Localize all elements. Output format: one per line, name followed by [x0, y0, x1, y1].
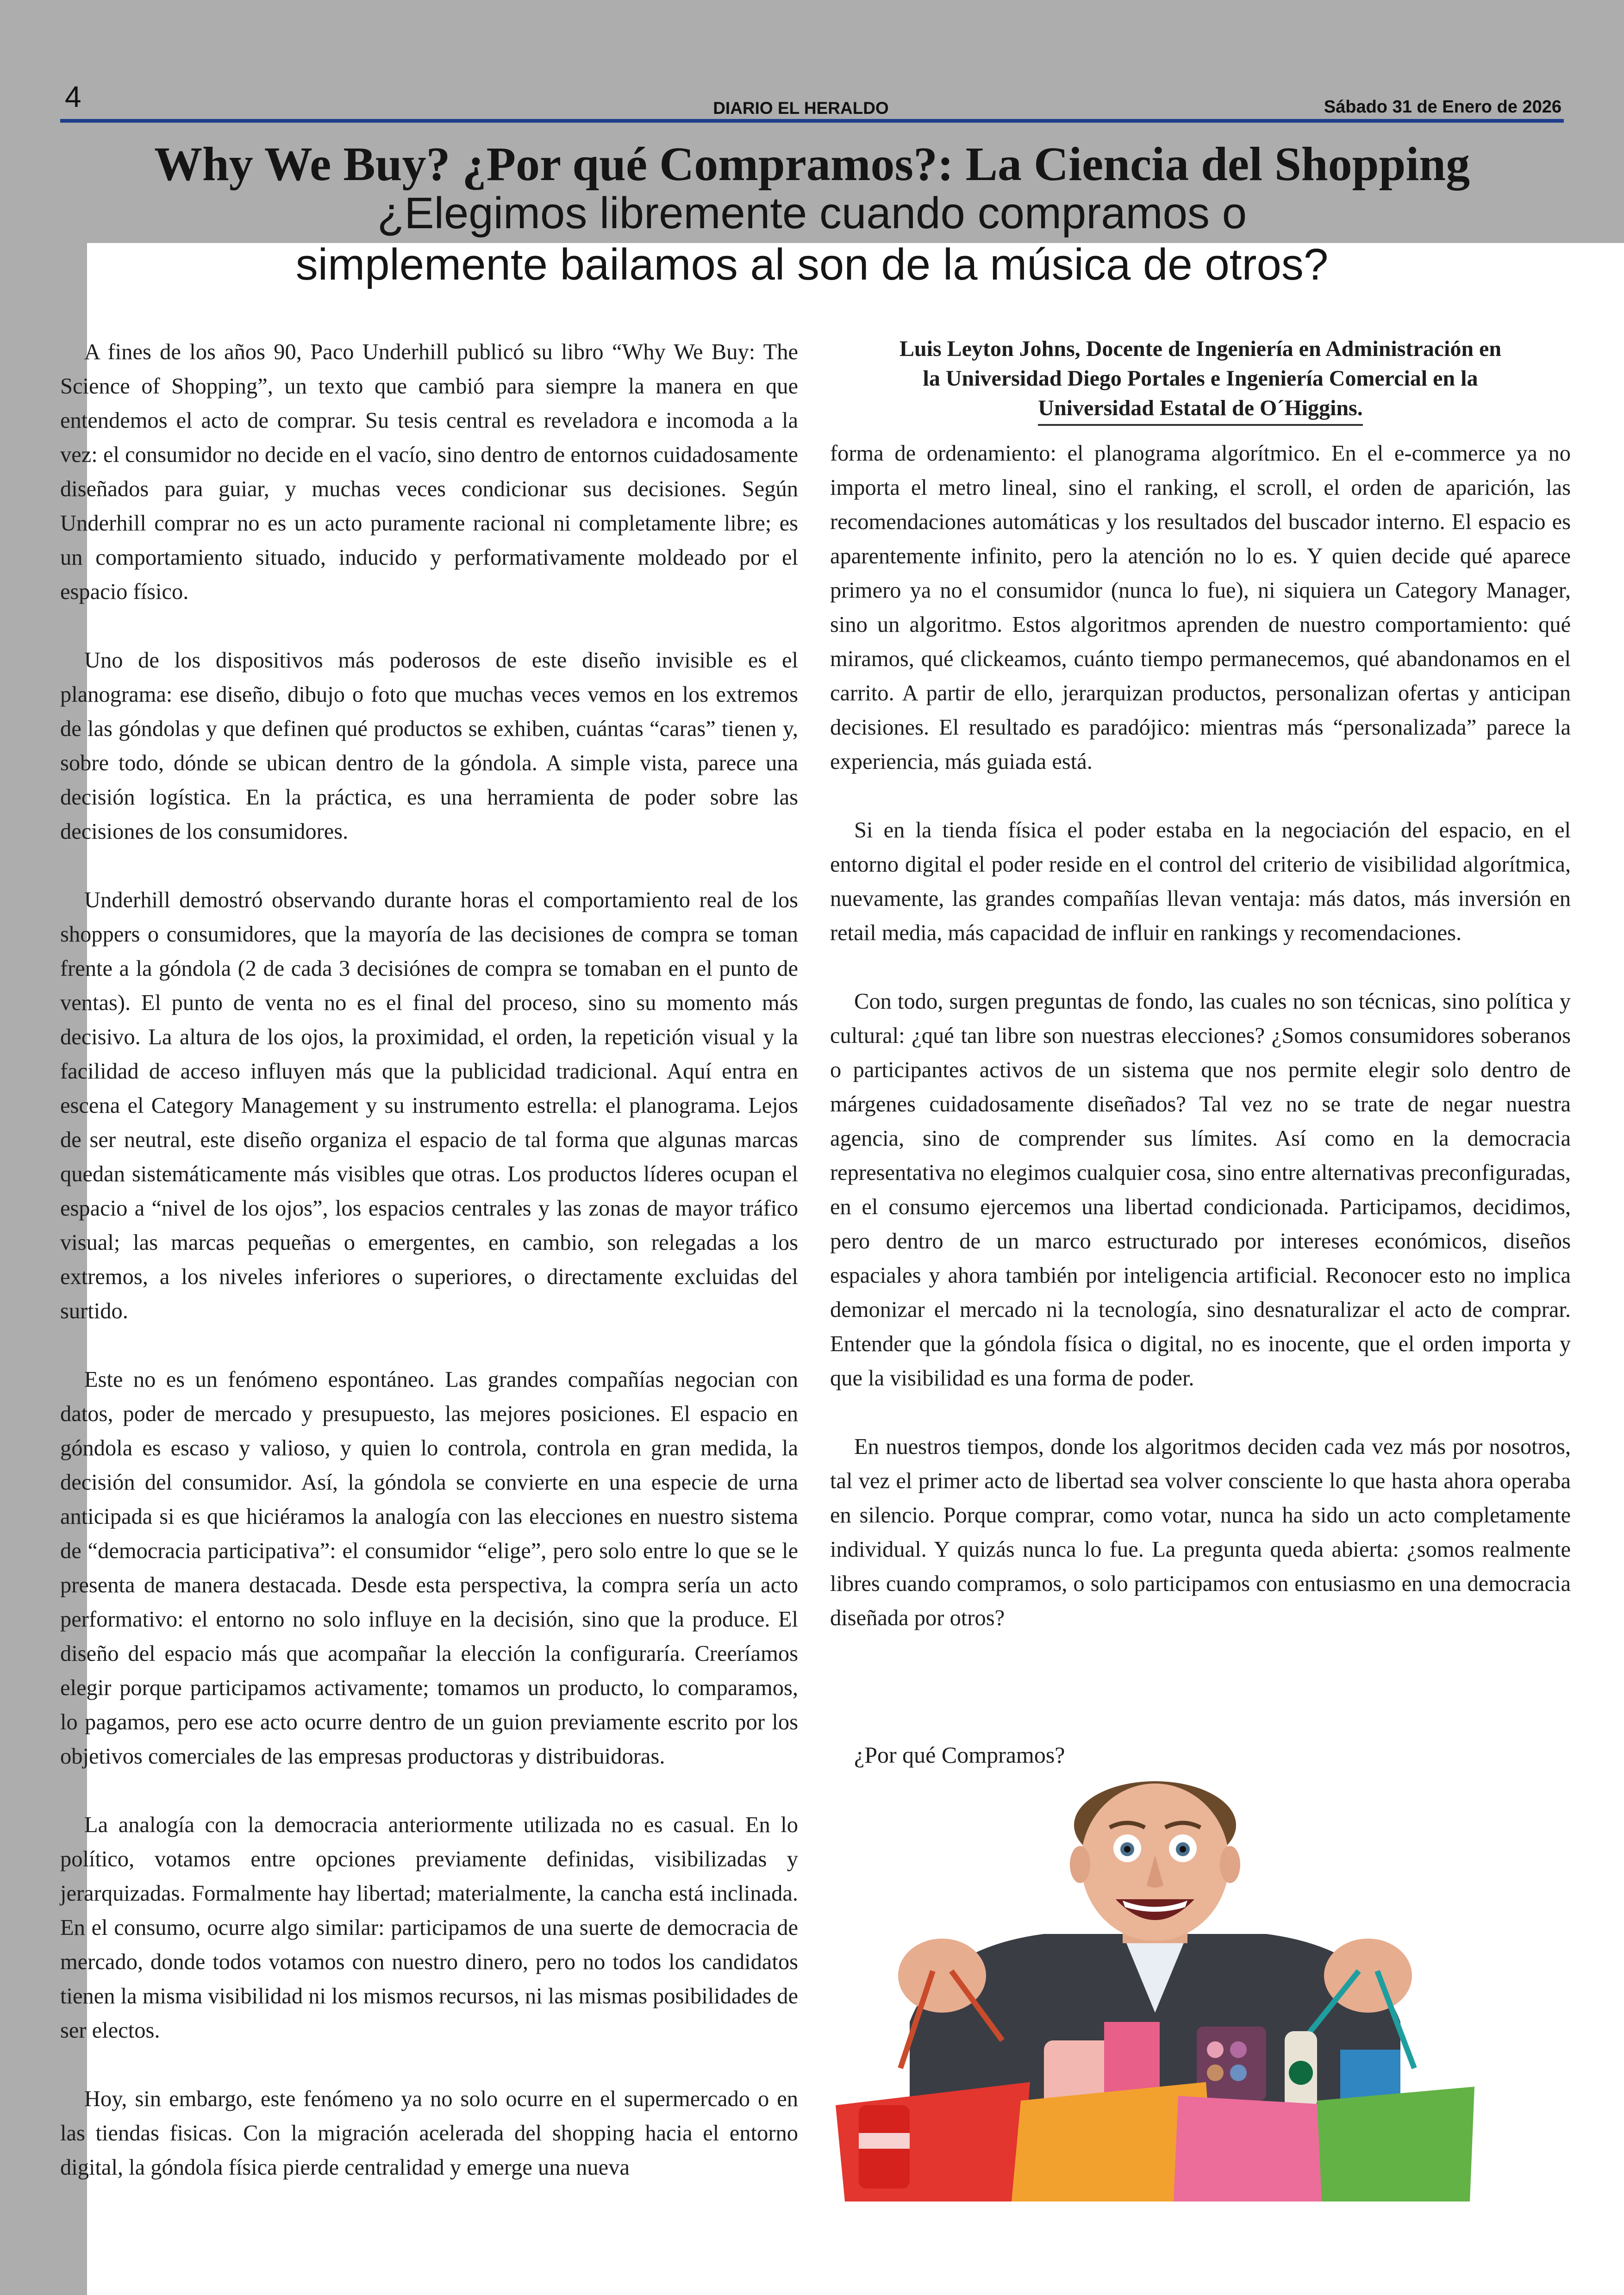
subtitle-line: simplemente bailamos al son de la música de otros?	[295, 240, 1329, 289]
paragraph: En nuestros tiempos, donde los algoritmos deciden cada vez más por nosotros, tal vez el primer acto de libertad sea volver consciente lo que hasta ahora operaba en silencio. Porque comprar, como votar, nunca ha sido un acto completamente individual. Y quizás nunca lo fue. La pregunta queda abierta: ¿somos realmente libres cuando compramos, o solo participamos con entusiasmo en una democracia diseñada por otros?	[830, 1434, 1571, 1630]
shopper-photo	[826, 1781, 1484, 2201]
issue-date: Sábado 31 de Enero de 2026	[1324, 97, 1562, 117]
header-divider	[60, 119, 1564, 123]
shopper-illustration	[826, 1781, 1484, 2201]
left-column	[60, 335, 798, 2185]
page-number: 4	[65, 80, 81, 113]
paragraph: Este no es un fenómeno espontáneo. Las grandes compañías negocian con datos, poder de mercado y presupuesto, las mejores posiciones. El espacio en góndola es escaso y valioso, y quien lo controla, controla en gran medida, la decisión del consumidor. Así, la góndola se convierte en una especie de urna anticipada si es que hiciéramos la analogía con las elecciones en nuestro sistema de “democracia participativa”: el consumidor “elige”, pero solo entre lo que se le presenta de manera destacada. Desde esta perspectiva, la compra sería un acto performativo: el entorno no solo influye en la decisión, sino que la produce. El diseño del espacio más que acompañar la elección la configuraría. Creeríamos elegir porque participamos activamente; tomamos un producto, lo comparamos, lo pagamos, pero ese acto ocurre dentro de un guion previamente escrito por los objetivos comerciales de las empresas productoras y distribuidoras.	[60, 1367, 798, 1769]
paragraph: Hoy, sin embargo, este fenómeno ya no solo ocurre en el supermercado o en las tiendas fisicas. Con la migración acelerada del shopping hacia el entorno digital, la góndola física pierde centralidad y emerge una nueva	[60, 2087, 798, 2180]
paragraph: A fines de los años 90, Paco Underhill publicó su libro “Why We Buy: The Science of Shopping”, un texto que cambió para siempre la manera en que entendemos el acto de comprar. Su tesis central es reveladora e incomoda a la vez: el consumidor no decide en el vacío, sino dentro de entornos cuidadosamente diseñados para guiar, y muchas veces condicionar sus decisiones. Según Underhill comprar no es un acto puramente racional ni completamente libre; es un comportamiento situado, inducido y performativamente moldeado por el espacio físico.	[60, 340, 798, 604]
subtitle-line: ¿Elegimos libremente cuando compramos o	[377, 188, 1247, 238]
paragraph: Uno de los dispositivos más poderosos de este diseño invisible es el planograma: ese diseño, dibujo o foto que muchas veces vemos en los extremos de las góndolas y que definen qué productos se exhiben, cuántas “caras” tienen y, sobre todo, dónde se ubican dentro de la góndola. A simple vista, parece una decisión logística. En la práctica, es una herramienta de poder sobre las decisiones de los consumidores.	[60, 648, 798, 844]
author-line: Universidad Estatal de O´Higgins.	[1038, 393, 1362, 426]
paragraph: Underhill demostró observando durante horas el comportamiento real de los shoppers o consumidores, que la mayoría de las decisiones de compra se toman frente a la góndola (2 de cada 3 decisiónes de compra se tomaban en el punto de ventas). El punto de venta no es el final del proceso, sino su momento más decisivo. La altura de los ojos, la proximidad, el orden, la repetición visual y la facilidad de acceso influyen más que la publicidad tradicional. Aquí entra en escena el Category Management y su instrumento estrella: el planograma. Lejos de ser neutral, este diseño organiza el espacio de tal forma que algunas marcas quedan sistemáticamente más visibles que otras. Los productos líderes ocupan el espacio a “nivel de los ojos”, los espacios centrales y las zonas de mayor tráfico visual; las marcas pequeñas o emergentes, en cambio, son relegadas a los extremos, a los niveles inferiores o superiores, o directamente excluidas del surtido.	[60, 888, 798, 1323]
paragraph: Con todo, surgen preguntas de fondo, las cuales no son técnicas, sino política y cultural: ¿qué tan libre son nuestras elecciones? ¿Somos consumidores soberanos o participantes activos de un sistema que nos permite elegir solo dentro de márgenes cuidadosamente diseñados? Tal vez no se trate de negar nuestra agencia, sino de comprender sus límites. Así como en la democracia representativa no elegimos cualquier cosa, sino entre alternativas preconfiguradas, en el consumo ejercemos una libertad condicionada. Participamos, decidimos, pero dentro de un marco estructurado por intereses económicos, diseños espaciales y ahora también por inteligencia artificial. Reconocer esto no implica demonizar el mercado ni la tecnología, sino desnaturalizar el acto de comprar. Entender que la góndola física o digital, no es inocente, que el orden importa y que la visibilidad es una forma de poder.	[830, 989, 1571, 1391]
author-line: Luis Leyton Johns, Docente de Ingeniería en Administración en	[899, 337, 1502, 361]
author-byline	[830, 334, 1571, 426]
paragraph: forma de ordenamiento: el planograma algorítmico. En el e-commerce ya no importa el metro lineal, sino el ranking, el scroll, el orden de aparición, las recomendaciones automáticas y los resultados del buscador interno. El espacio es aparentemente infinito, pero la atención no lo es. Y quien decide qué aparece primero ya no el consumidor (nunca lo fue), ni siquiera un Category Manager, sino un algoritmo. Estos algoritmos aprenden de nuestro comportamiento: qué miramos, qué clickeamos, cuánto tiempo permanecemos, qué abandonamos en el carrito. A partir de ello, jerarquizan productos, personalizan ofertas y anticipan decisiones. El resultado es paradójico: mientras más “personalizada” parece la experiencia, más guiada está.	[830, 441, 1571, 774]
paragraph: Si en la tienda física el poder estaba en la negociación del espacio, en el entorno digital el poder reside en el control del criterio de visibilidad algorítmica, nuevamente, las grandes compañías llevan ventaja: más datos, más inversión en retail media, más capacidad de influir en rankings y recomendaciones.	[830, 818, 1571, 945]
right-column	[830, 437, 1571, 1635]
paragraph: La analogía con la democracia anteriormente utilizada no es casual. En lo político, votamos entre opciones previamente definidas, visibilizadas y jerarquizadas. Formalmente hay libertad; materialmente, la cancha está inclinada. En el consumo, ocurre algo similar: participamos de una suerte de democracia de mercado, donde todos votamos con nuestro dinero, pero no todos los candidatos tienen la misma visibilidad ni los mismos recursos, ni las mismas posibilidades de ser electos.	[60, 1813, 798, 2043]
author-line: la Universidad Diego Portales e Ingeniería Comercial en la	[923, 366, 1478, 391]
article-subtitle	[60, 187, 1564, 290]
newspaper-name: DIARIO EL HERALDO	[713, 99, 889, 118]
image-caption: ¿Por qué Compramos?	[854, 1742, 1065, 1768]
article-title: Why We Buy? ¿Por qué Compramos?: La Ciencia del Shopping	[154, 137, 1470, 191]
